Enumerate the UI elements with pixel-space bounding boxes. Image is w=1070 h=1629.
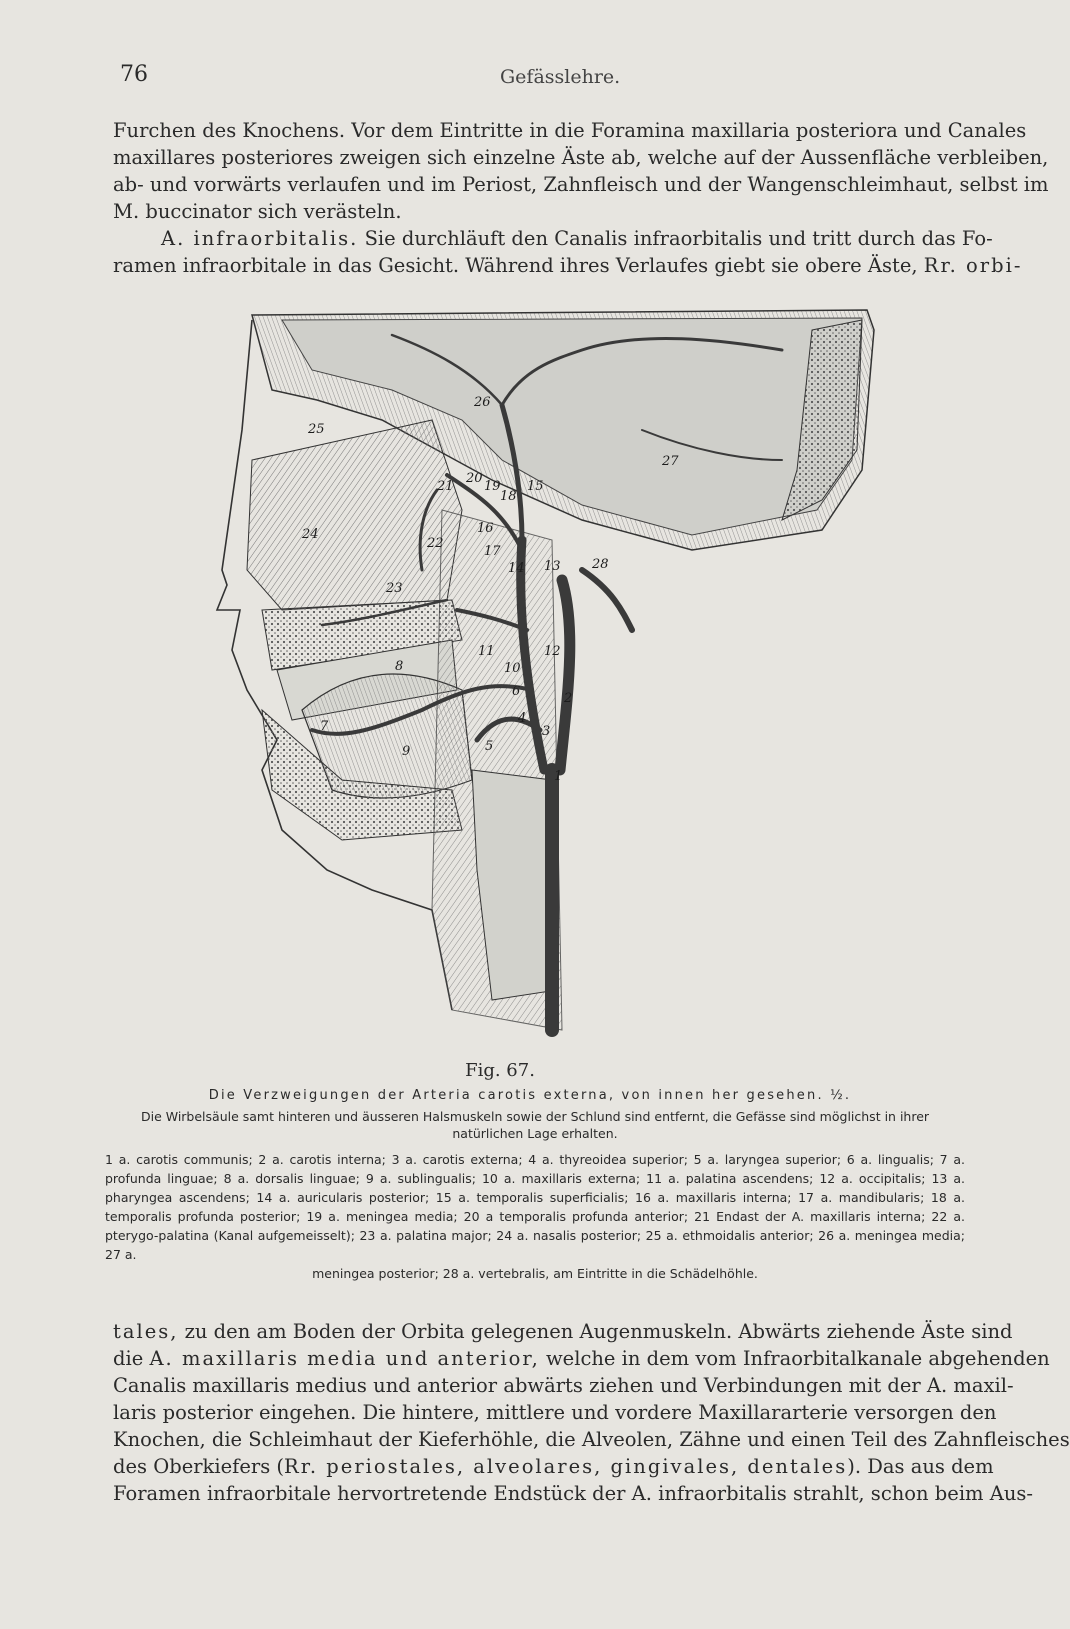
figure-label: 18 (500, 489, 517, 504)
figure-label: 12 (544, 644, 561, 659)
text-line: Canalis maxillaris medius und anterior abwärts ziehen und Verbindungen mit der A. maxil- (113, 1374, 1014, 1397)
text-line (113, 1345, 1050, 1372)
paragraph-3 (113, 1318, 1070, 1507)
text-line: laris posterior eingehen. Die hintere, mittlere und vordere Maxillararterie versorgen den (113, 1401, 997, 1424)
figure-title: Die Verzweigungen der Arteria carotis externa, von innen her gesehen. ½. (208, 1088, 852, 1103)
figure-label: 19 (484, 479, 501, 494)
figure-label: 15 (527, 479, 544, 494)
figure-label: 22 (427, 536, 444, 551)
figure-label: 14 (508, 561, 525, 576)
figure-label: 24 (302, 527, 319, 542)
paragraph-2 (113, 225, 1023, 279)
text-line (113, 1318, 1013, 1345)
anatomical-figure (222, 310, 904, 1030)
figure-label: 11 (478, 644, 495, 659)
head-section-illustration (222, 310, 904, 1030)
figure-legend (105, 1150, 965, 1283)
artery-term: Rr. orbi- (923, 254, 1023, 277)
figure-label: 5 (485, 739, 494, 754)
text-line (113, 252, 1023, 279)
figure-label: 21 (437, 479, 454, 494)
figure-label: 8 (395, 659, 404, 674)
text-fragment: Sie durchläuft den Canalis infraorbitalis und tritt durch das Fo- (364, 227, 993, 250)
figure-label: 17 (484, 544, 501, 559)
artery-term: tales, (113, 1320, 179, 1343)
running-head (120, 62, 970, 92)
figure-label: 20 (466, 471, 483, 486)
text-fragment: zu den am Boden der Orbita gelegenen Augenmuskeln. Abwärts ziehende Äste sind (184, 1320, 1013, 1343)
figure-label: 28 (592, 557, 609, 572)
page-number: 76 (120, 62, 148, 87)
text-fragment: des Oberkiefers ( (113, 1455, 285, 1478)
text-fragment: ramen infraorbitale in das Gesicht. Während ihres Verlaufes giebt sie obere Äste, (113, 254, 918, 277)
text-line: Foramen infraorbitale hervortretende Endstück der A. infraorbitalis strahlt, schon beim Aus- (113, 1482, 1033, 1505)
legend-text: 1 a. carotis communis; 2 a. carotis interna; 3 a. carotis externa; 4 a. thyreoidea superior; 5 a. laryngea superior; 6 a. lingualis; 7 a. profunda linguae; 8 a. dorsalis linguae; 9 a. sublingualis; 10 a. maxillaris externa; 11 a. palatina ascendens; 12 a. occipitalis; 13 a. pharyngea ascendens; 14 a. auricularis posterior; 15 a. temporalis superficialis; 16 a. maxillaris interna; 17 a. mandibularis; 18 a. temporalis profunda posterior; 19 a. meningea media; 20 a temporalis profunda anterior; 21 Endast der A. maxillaris interna; 22 a. pterygo-palatina (Kanal aufgemeisselt); 23 a. palatina major; 24 a. nasalis posterior; 25 a. ethmoidalis anterior; 26 a. meningea media; 27 a. (105, 1152, 965, 1262)
text-line (113, 1453, 994, 1480)
nasal-cavity (247, 420, 462, 610)
figure-label: 4 (518, 711, 527, 726)
figure-label: 13 (544, 559, 561, 574)
artery-branch (582, 570, 632, 630)
figure-label: 2 (564, 691, 573, 706)
text-line: M. buccinator sich verästeln. (113, 200, 402, 223)
figure-label: 27 (662, 454, 679, 469)
text-line: Knochen, die Schleimhaut der Kieferhöhle, die Alveolen, Zähne und einen Teil des Zahnfleisches (113, 1428, 1070, 1451)
figure-label: 9 (402, 744, 411, 759)
legend-last-line: meningea posterior; 28 a. vertebralis, am Eintritte in die Schädelhöhle. (312, 1266, 758, 1281)
text-line: maxillares posteriores zweigen sich einzelne Äste ab, welche auf der Aussenfläche verbleiben, (113, 146, 1049, 169)
figure-label: 10 (504, 661, 521, 676)
artery-term: Rr. periostales, alveolares, gingivales, dentales (284, 1455, 848, 1478)
top-text-block (113, 117, 1049, 279)
figure-label: 1 (554, 769, 563, 784)
artery-term: A. maxillaris media und anterior, (149, 1347, 540, 1370)
text-line: Furchen des Knochens. Vor dem Eintritte in die Foramina maxillaria posteriora und Canales (113, 119, 1027, 142)
text-fragment: die (113, 1347, 144, 1370)
figure-label: 3 (542, 724, 551, 739)
text-line (113, 225, 993, 252)
figure-note: Die Wirbelsäule samt hinteren und äusseren Halsmuskeln sowie der Schlund sind entfernt, die Gefässe sind möglichst in ihrer natürlichen Lage erhalten. (140, 1109, 930, 1141)
figure-label: 16 (477, 521, 494, 536)
figure-number: Fig. 67. (465, 1060, 535, 1081)
figure-label: 7 (320, 719, 329, 734)
running-title: Gefässlehre. (500, 66, 621, 88)
paragraph-1 (113, 117, 1049, 225)
text-fragment: welche in dem vom Infraorbitalkanale abgehenden (545, 1347, 1050, 1370)
artery-term: A. infraorbitalis. (161, 227, 359, 250)
figure-label: 26 (474, 395, 491, 410)
figure-label: 25 (308, 422, 325, 437)
text-fragment: ). Das aus dem (847, 1455, 994, 1478)
bottom-text-block (113, 1318, 1070, 1507)
figure-label: 6 (512, 684, 521, 699)
artery-carotis-interna (560, 580, 573, 770)
figure-label: 23 (386, 581, 403, 596)
text-line: ab- und vorwärts verlaufen und im Periost, Zahnfleisch und der Wangenschleimhaut, selbst im (113, 173, 1049, 196)
